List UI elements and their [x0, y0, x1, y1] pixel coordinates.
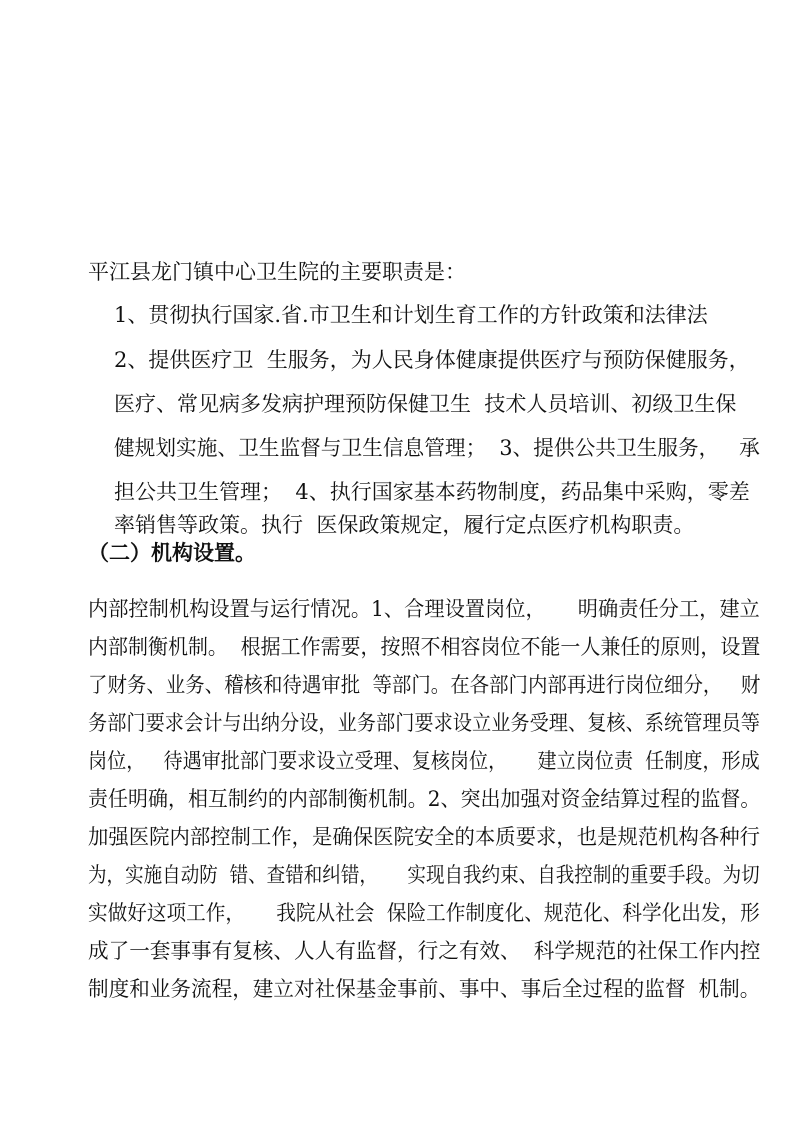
section-body-line-7: 加强医院内部控制工作，是确保医院安全的本质要求，也是规范机构各种行: [88, 825, 761, 849]
section-body-line-9: 实做好这项工作， 我院从社会 保险工作制度化、规范化、科学化出发，形: [88, 901, 760, 925]
intro-title: 平江县龙门镇中心卫生院的主要职责是：: [88, 260, 466, 284]
section-body-line-6: 责任明确，相互制约的内部制衡机制。2、突出加强对资金结算过程的监督。: [88, 787, 761, 811]
duty-line-4: 健规划实施、卫生监督与卫生信息管理； 3、提供公共卫生服务， 承: [114, 436, 760, 460]
section-body-line-4: 务部门要求会计与出纳分设，业务部门要求设立业务受理、复核、系统管理员等: [88, 711, 761, 735]
duty-line-2: 2、提供医疗卫 生服务，为人民身体健康提供医疗与预防保健服务，: [114, 348, 750, 372]
section-body-line-3: 了财务、业务、稽核和待遇审批 等部门。在各部门内部再进行岗位细分， 财: [88, 673, 761, 697]
section-body-line-11: 制度和业务流程，建立对社保基金事前、事中、事后全过程的监督 机制。: [88, 977, 761, 1001]
section-body-line-1: 内部控制机构设置与运行情况。1、合理设置岗位， 明确责任分工，建立: [88, 597, 760, 621]
section-body-line-10: 成了一套事事有复核、人人有监督，行之有效、 科学规范的社保工作内控: [88, 939, 761, 963]
section-body-line-2: 内部制衡机制。 根据工作需要，按照不相容岗位不能一人兼任的原则，设置: [88, 635, 761, 659]
duty-line-5: 担公共卫生管理； 4、执行国家基本药物制度，药品集中采购，零差: [114, 480, 750, 504]
section-heading: （二）机构设置。: [88, 540, 256, 565]
duty-line-3: 医疗、常见病多发病护理预防保健卫生 技术人员培训、初级卫生保: [114, 392, 737, 416]
duty-line-1: 1、贯彻执行国家.省.市卫生和计划生育工作的方针政策和法律法: [114, 303, 708, 327]
duty-line-6: 率销售等政策。执行 医保政策规定，履行定点医疗机构职责。: [114, 513, 695, 537]
section-body-line-8: 为，实施自动防 错、查错和纠错， 实现自我约束、自我控制的重要手段。为切: [88, 863, 760, 887]
section-body-line-5: 岗位， 待遇审批部门要求设立受理、复核岗位， 建立岗位责 任制度，形成: [88, 749, 760, 773]
